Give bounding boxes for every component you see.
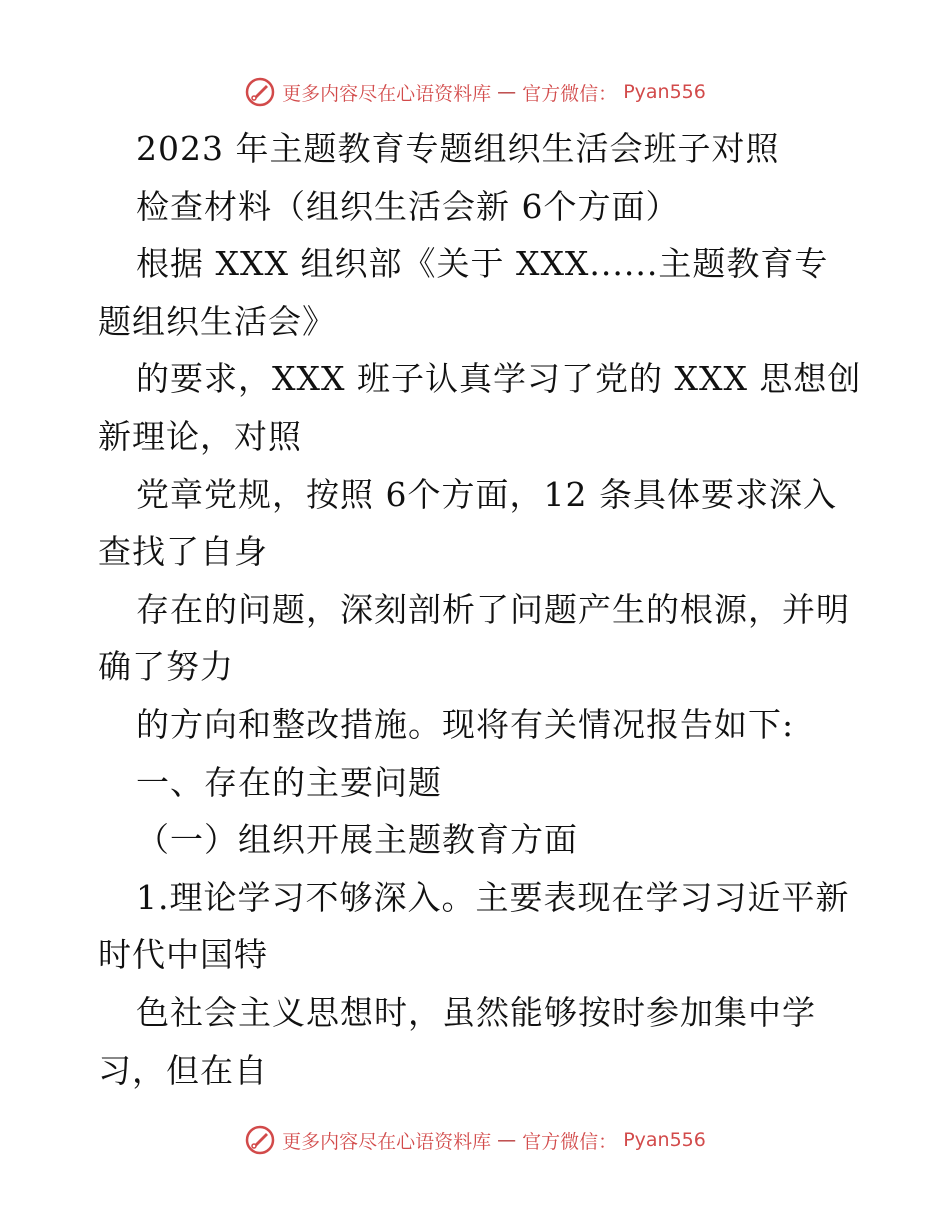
footer-watermark-banner <box>0 1120 950 1160</box>
doc-line: 时代中国特 <box>98 935 268 975</box>
doc-line: 根据 XXX 组织部《关于 XXX......主题教育专 <box>136 244 829 284</box>
subsection-heading: （一）组织开展主题教育方面 <box>136 820 578 860</box>
banner-wechat-label: 官方微信： <box>522 1130 618 1153</box>
doc-line: 查找了自身 <box>98 532 268 572</box>
banner-text: 更多内容尽在心语资料库 <box>282 1130 492 1153</box>
doc-line: 新理论，对照 <box>98 416 302 456</box>
doc-line: 的要求，XXX 班子认真学习了党的 XXX 思想创 <box>136 359 862 399</box>
doc-line: 习，但在自 <box>98 1050 268 1090</box>
section-heading: 一、存在的主要问题 <box>136 762 442 802</box>
banner-separator: — <box>497 1129 517 1151</box>
doc-line: 2023 年主题教育专题组织生活会班子对照 <box>136 129 780 168</box>
pen-swirl-logo-icon <box>244 1124 276 1156</box>
doc-line: 检查材料（组织生活会新 6个方面） <box>136 186 680 226</box>
banner-separator: — <box>497 81 517 103</box>
doc-line: 存在的问题，深刻剖析了问题产生的根源，并明 <box>136 589 850 629</box>
header-watermark-banner <box>0 72 950 112</box>
doc-line: 色社会主义思想时，虽然能够按时参加集中学 <box>136 992 816 1032</box>
document-body <box>98 120 862 1099</box>
banner-wechat-label: 官方微信： <box>522 82 618 105</box>
doc-line: 的方向和整改措施。现将有关情况报告如下: <box>136 704 795 744</box>
pen-swirl-logo-icon <box>244 76 276 108</box>
doc-line: 题组织生活会》 <box>98 301 336 341</box>
banner-wechat-id: Pyan556 <box>623 81 706 103</box>
doc-line: 党章党规，按照 6个方面，12 条具体要求深入 <box>136 474 837 514</box>
doc-line: 确了努力 <box>98 647 234 687</box>
doc-line: 1.理论学习不够深入。主要表现在学习习近平新 <box>136 877 850 917</box>
banner-wechat-id: Pyan556 <box>623 1129 706 1151</box>
banner-text: 更多内容尽在心语资料库 <box>282 82 492 105</box>
